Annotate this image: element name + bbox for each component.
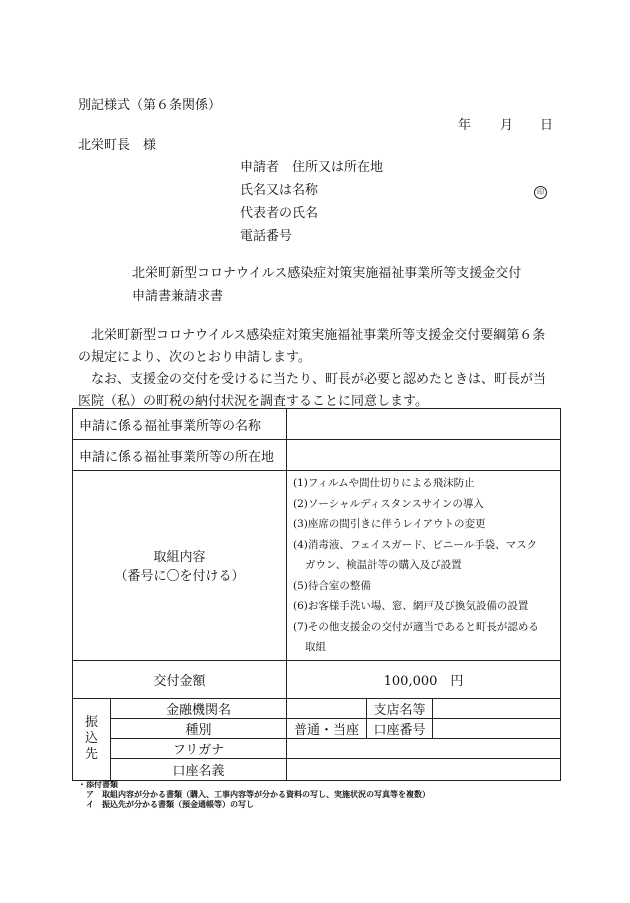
branch-label: 支店名等 bbox=[367, 698, 433, 718]
seal-mark bbox=[534, 183, 547, 199]
application-table bbox=[72, 408, 561, 781]
notes-title: ・添付書類 bbox=[78, 780, 118, 789]
form-label: 別記様式（第６条関係） bbox=[78, 98, 222, 113]
date-month: 月 bbox=[500, 118, 514, 133]
facility-location-label: 申請に係る福祉事業所等の所在地 bbox=[73, 440, 287, 471]
measure-item-1[interactable]: (1)フィルムや間仕切りによる飛沫防止 bbox=[293, 477, 475, 489]
measures-sub: （番号に〇を付ける） bbox=[114, 569, 245, 585]
type-label: 種別 bbox=[111, 718, 287, 738]
type-value[interactable]: 普通・当座 bbox=[287, 718, 367, 738]
rep-label: 代表者の氏名 bbox=[240, 206, 319, 221]
measure-item-2[interactable]: (2)ソーシャルディスタンスサインの導入 bbox=[293, 497, 484, 510]
notes-item-a: ア 取組内容が分かる書類（購入、工事内容等が分かる資料の写し、実施状況の写真等を複数） bbox=[86, 790, 430, 799]
measure-item-5[interactable]: (5)待合室の整備 bbox=[293, 579, 371, 592]
date-day: 日 bbox=[540, 118, 554, 133]
notes-item-i: イ 振込先が分かる書類（預金通帳等）の写し bbox=[86, 800, 254, 809]
addressee: 北栄町長 様 bbox=[78, 138, 157, 153]
measures-cell bbox=[73, 471, 287, 661]
account-no-field[interactable] bbox=[433, 718, 561, 738]
applicant-role: 申請者 bbox=[240, 160, 280, 175]
name-label: 氏名又は名称 bbox=[240, 183, 319, 198]
attachments-notes bbox=[78, 780, 430, 810]
measure-item-7-cont: 取組 bbox=[305, 641, 327, 653]
measures-list bbox=[287, 471, 561, 661]
date-year: 年 bbox=[458, 118, 472, 133]
body-para1: 北栄町新型コロナウイルス感染症対策実施福祉事業所等支援金交付要綱第６条の規定により、次のとおり申請します。 bbox=[78, 328, 546, 365]
seal-icon: 印 bbox=[534, 186, 547, 199]
measure-item-6[interactable]: (6)お客様手洗い場、窓、網戸及び換気設備の設置 bbox=[293, 600, 529, 612]
measure-item-4-cont: ガウン、検温計等の購入及び設置 bbox=[305, 559, 462, 571]
measure-item-3[interactable]: (3)座席の間引きに伴うレイアウトの変更 bbox=[293, 518, 486, 530]
amount-label: 交付金額 bbox=[73, 660, 287, 698]
measure-item-4[interactable]: (4)消毒液、フェイスガード、ビニール手袋、マスク bbox=[293, 538, 538, 551]
account-no-label: 口座番号 bbox=[367, 718, 433, 738]
phone-label: 電話番号 bbox=[240, 229, 293, 244]
branch-field[interactable] bbox=[433, 698, 561, 718]
doc-title-line1: 北栄町新型コロナウイルス感染症対策実施福祉事業所等支援金交付 bbox=[132, 266, 522, 281]
facility-name-field[interactable] bbox=[287, 409, 561, 440]
body-para2: なお、支援金の交付を受けるに当たり、町長が必要と認めたときは、町長が当医院（私）の町税の納付状況を調査することに同意します。 bbox=[78, 372, 547, 409]
measure-item-7[interactable]: (7)その他支援金の交付が適当であると町長が認める bbox=[293, 620, 539, 633]
furigana-label: フリガナ bbox=[111, 738, 287, 758]
facility-name-label: 申請に係る福祉事業所等の名称 bbox=[73, 409, 287, 440]
bank-label: 金融機関名 bbox=[111, 698, 287, 718]
bank-field[interactable] bbox=[287, 698, 367, 718]
furigana-field[interactable] bbox=[287, 738, 561, 758]
account-name-field[interactable] bbox=[287, 758, 561, 780]
doc-title-line2: 申請書兼請求書 bbox=[132, 289, 224, 304]
measures-label: 取組内容 bbox=[153, 550, 206, 566]
amount-value: 100,000 円 bbox=[287, 660, 561, 698]
address-label: 住所又は所在地 bbox=[292, 160, 384, 175]
transfer-label: 振 込 先 bbox=[73, 698, 111, 780]
account-name-label: 口座名義 bbox=[111, 758, 287, 780]
facility-location-field[interactable] bbox=[287, 440, 561, 471]
